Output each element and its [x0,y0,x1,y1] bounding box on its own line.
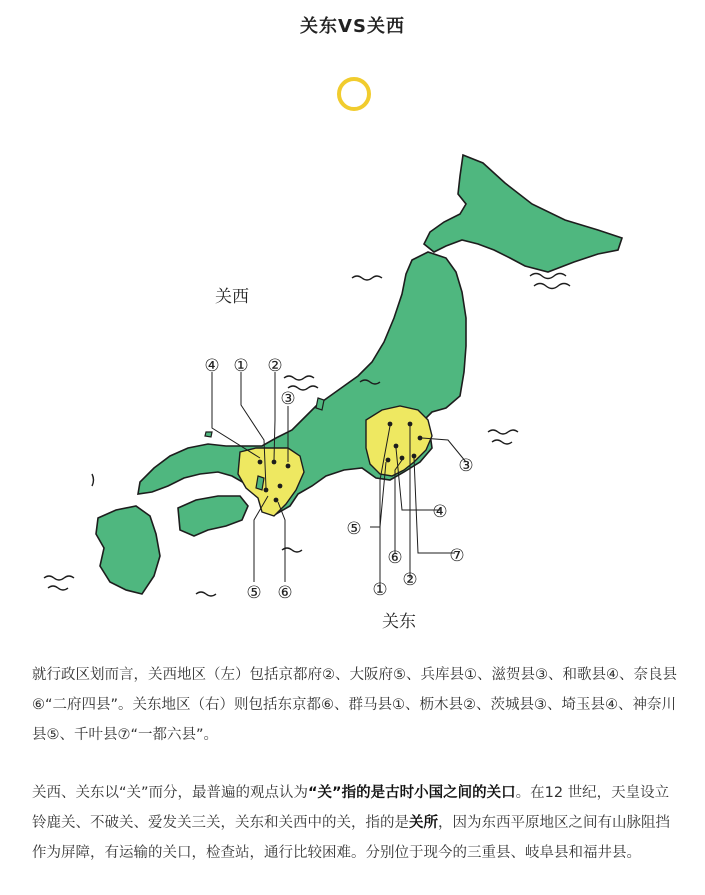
kanto-marker: ① [372,580,388,600]
page-title: 关东VS关西 [300,16,405,37]
paragraph-regions: 就行政区划而言，关西地区（左）包括京都府②、大阪府⑤、兵库县①、滋贺县③、和歌县④、奈良县⑥“二府四县”。关东地区（右）则包括东京都⑥、群马县①、枥木县②、茨城县③、埼玉县④、神奈川县⑤、千叶县⑦“一都六县”。 [32,667,677,743]
kansai-marker: ② [267,356,283,376]
kyushu-island [96,506,160,594]
kanto-marker: ⑦ [449,546,465,566]
kanto-label: 关东 [382,612,416,632]
kanto-marker: ③ [458,456,474,476]
kansai-marker: ⑥ [277,583,293,603]
kansai-label: 关西 [215,287,249,307]
japan-map [0,140,705,640]
kansai-marker: ① [233,356,249,376]
shikoku-island [178,496,248,536]
circle-ornament-icon [337,77,371,111]
kanto-marker: ⑤ [346,519,362,539]
kanto-marker: ⑥ [387,548,403,568]
kanto-marker: ④ [432,502,448,522]
kansai-marker: ③ [280,389,296,409]
kanto-region [366,406,432,476]
kansai-marker: ⑤ [246,583,262,603]
kanto-marker: ② [402,570,418,590]
kansai-marker: ④ [204,356,220,376]
hokkaido-island [424,155,622,272]
paragraph-origin: 关西、关东以“关”而分，最普遍的观点认为“关”指的是古时小国之间的关口。在12 世纪，天皇设立铃鹿关、不破关、爱发关三关，关东和关西中的关，指的是关所，因为东西平原地区之间有山脉阻挡作为屏障，有运输的关口，检查站，通行比较困难。分别位于现今的三重县、岐阜县和福井县。 [32,785,670,861]
